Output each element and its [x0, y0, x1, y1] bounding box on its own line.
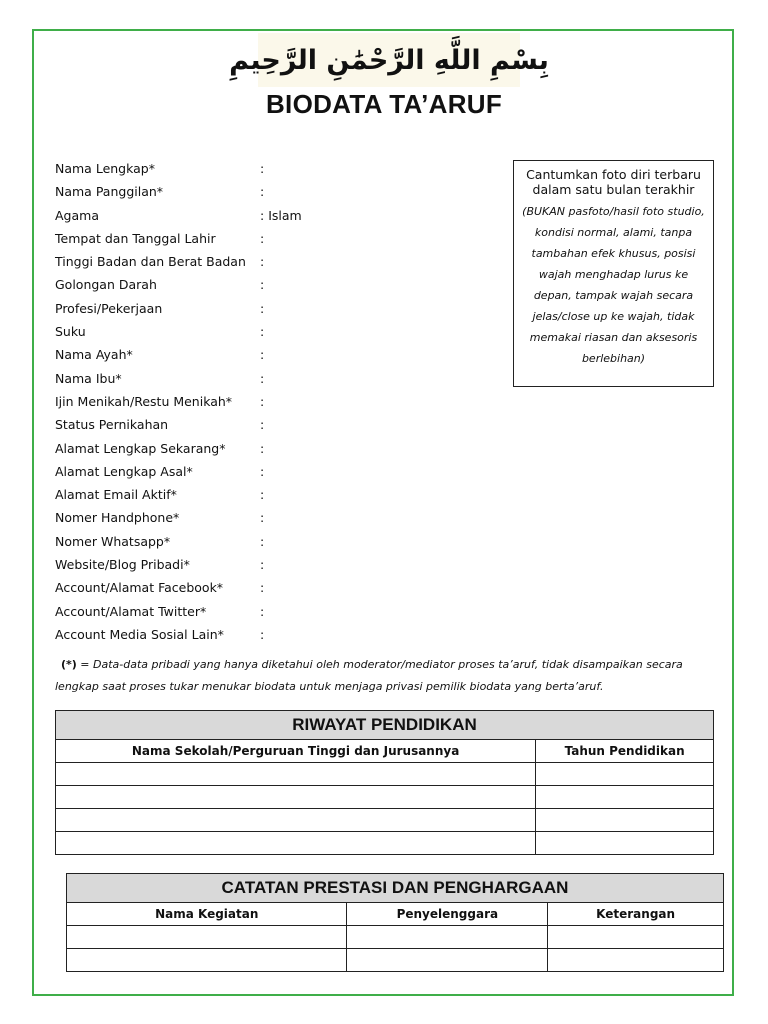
field-entry[interactable] [260, 277, 268, 292]
table-cell[interactable] [56, 763, 536, 786]
field-row [55, 510, 485, 533]
photo-placeholder [513, 160, 714, 387]
field-row [55, 184, 485, 207]
table-cell[interactable] [347, 926, 548, 949]
table-cell[interactable] [536, 809, 714, 832]
field-label: Suku [55, 324, 86, 340]
field-separator: : [260, 347, 265, 363]
field-entry[interactable] [260, 604, 268, 619]
field-row [55, 371, 485, 394]
footnote [55, 654, 715, 698]
field-label: Alamat Lengkap Sekarang* [55, 440, 226, 456]
photo-note: (BUKAN pasfoto/hasil foto studio, kondisi normal, alami, tanpa tambahan efek khusus, posisi wajah menghadap lurus ke depan, tampak wajah secara jelas/close up ke wajah, tidak memakai riasan dan aksesoris berlebihan) [522, 205, 705, 365]
field-separator: : [260, 557, 265, 573]
table-cell[interactable] [56, 832, 536, 855]
field-label: Profesi/Pekerjaan [55, 300, 163, 316]
page-title: BIODATA TA’ARUF [265, 89, 503, 119]
table-cell[interactable] [56, 809, 536, 832]
education-col-year: Tahun Pendidikan [536, 740, 714, 763]
education-table-title: RIWAYAT PENDIDIKAN [56, 711, 714, 740]
field-label: Tempat dan Tanggal Lahir [55, 230, 216, 246]
basmala-text: بِسْمِ اللَّهِ الرَّحْمَٰنِ الرَّحِيمِ [229, 44, 549, 76]
awards-col-organizer: Penyelenggara [347, 903, 548, 926]
field-entry[interactable] [260, 464, 268, 479]
field-entry[interactable] [260, 161, 268, 176]
field-label: Nama Lengkap* [55, 161, 155, 176]
table-cell[interactable] [67, 926, 347, 949]
field-entry[interactable] [260, 534, 268, 549]
education-col-school: Nama Sekolah/Perguruan Tinggi dan Jurusannya [56, 740, 536, 763]
awards-col-activity: Nama Kegiatan [67, 903, 347, 926]
field-separator: : [260, 230, 265, 246]
photo-instruction: Cantumkan foto diri terbaru dalam satu bulan terakhir [526, 167, 701, 197]
awards-table-title: CATATAN PRESTASI DAN PENGHARGAAN [67, 874, 724, 903]
field-entry[interactable] [260, 208, 302, 223]
field-separator: : [260, 277, 265, 293]
awards-col-notes: Keterangan [548, 903, 724, 926]
field-value[interactable]: Islam [268, 207, 302, 223]
field-entry[interactable] [260, 254, 268, 269]
field-separator: : [260, 207, 265, 223]
field-row [55, 254, 485, 277]
field-label: Ijin Menikah/Restu Menikah* [55, 393, 233, 409]
field-label: Golongan Darah [55, 277, 157, 293]
field-row [55, 394, 485, 417]
field-row [55, 464, 485, 487]
field-entry[interactable] [260, 371, 268, 386]
field-separator: : [260, 324, 265, 340]
field-label: Nomer Handphone* [55, 510, 180, 526]
field-row [55, 208, 485, 231]
table-cell[interactable] [67, 949, 347, 972]
field-separator: : [260, 300, 265, 316]
footnote-mark: (*) [61, 658, 77, 671]
field-row [55, 347, 485, 370]
field-row [55, 487, 485, 510]
field-entry[interactable] [260, 347, 268, 362]
field-label: Nama Ayah* [55, 347, 133, 363]
field-label: Tinggi Badan dan Berat Badan [55, 254, 246, 270]
field-label: Nama Ibu* [55, 370, 122, 386]
field-entry[interactable] [260, 417, 268, 432]
field-label: Account/Alamat Facebook* [55, 580, 224, 596]
table-cell[interactable] [536, 832, 714, 855]
field-entry[interactable] [260, 324, 268, 339]
field-row [55, 417, 485, 440]
field-separator: : [260, 393, 265, 409]
field-row [55, 580, 485, 603]
field-label: Status Pernikahan [55, 417, 169, 433]
field-entry[interactable] [260, 441, 268, 456]
field-separator: : [260, 254, 265, 270]
field-row [55, 301, 485, 324]
field-row [55, 324, 485, 347]
field-row [55, 604, 485, 627]
awards-table [66, 873, 724, 972]
field-row [55, 161, 485, 184]
field-entry[interactable] [260, 231, 268, 246]
field-label: Website/Blog Pribadi* [55, 557, 190, 573]
field-separator: : [260, 440, 265, 456]
field-entry[interactable] [260, 301, 268, 316]
field-entry[interactable] [260, 627, 268, 642]
table-row [56, 786, 714, 809]
table-row [56, 809, 714, 832]
field-separator: : [260, 487, 265, 503]
field-label: Alamat Email Aktif* [55, 487, 177, 503]
field-separator: : [260, 463, 265, 479]
field-label: Nomer Whatsapp* [55, 533, 171, 549]
field-separator: : [260, 161, 265, 176]
education-table [55, 710, 714, 855]
biodata-fields [55, 161, 485, 650]
field-entry[interactable] [260, 557, 268, 572]
table-row [67, 949, 724, 972]
table-row [56, 763, 714, 786]
footnote-text: = Data-data pribadi yang hanya diketahui oleh moderator/mediator proses ta’aruf, tidak disampaikan secara lengkap saat proses tukar menukar biodata untuk menjaga privasi pemilik biodata yang berta’aruf. [55, 658, 683, 693]
field-separator: : [260, 417, 265, 433]
field-separator: : [260, 370, 265, 386]
field-separator: : [260, 184, 265, 200]
table-cell[interactable] [548, 949, 724, 972]
field-row [55, 231, 485, 254]
field-entry[interactable] [260, 394, 268, 409]
field-row [55, 627, 485, 650]
field-entry[interactable] [260, 510, 268, 525]
table-row [56, 832, 714, 855]
field-separator: : [260, 603, 265, 619]
field-label: Alamat Lengkap Asal* [55, 463, 193, 479]
field-entry[interactable] [260, 487, 268, 502]
table-cell[interactable] [56, 786, 536, 809]
field-separator: : [260, 533, 265, 549]
field-label: Account/Alamat Twitter* [55, 603, 207, 619]
field-entry[interactable] [260, 580, 268, 595]
field-row [55, 557, 485, 580]
field-row [55, 441, 485, 464]
table-cell[interactable] [548, 926, 724, 949]
field-label: Agama [55, 207, 99, 223]
table-cell[interactable] [536, 763, 714, 786]
field-label: Nama Panggilan* [55, 184, 164, 200]
table-cell[interactable] [536, 786, 714, 809]
table-row [67, 926, 724, 949]
field-row [55, 534, 485, 557]
basmala-calligraphy [229, 33, 549, 87]
field-label: Account Media Sosial Lain* [55, 626, 224, 642]
table-cell[interactable] [347, 949, 548, 972]
field-row [55, 277, 485, 300]
field-separator: : [260, 626, 265, 642]
field-separator: : [260, 580, 265, 596]
field-entry[interactable] [260, 184, 268, 199]
field-separator: : [260, 510, 265, 526]
